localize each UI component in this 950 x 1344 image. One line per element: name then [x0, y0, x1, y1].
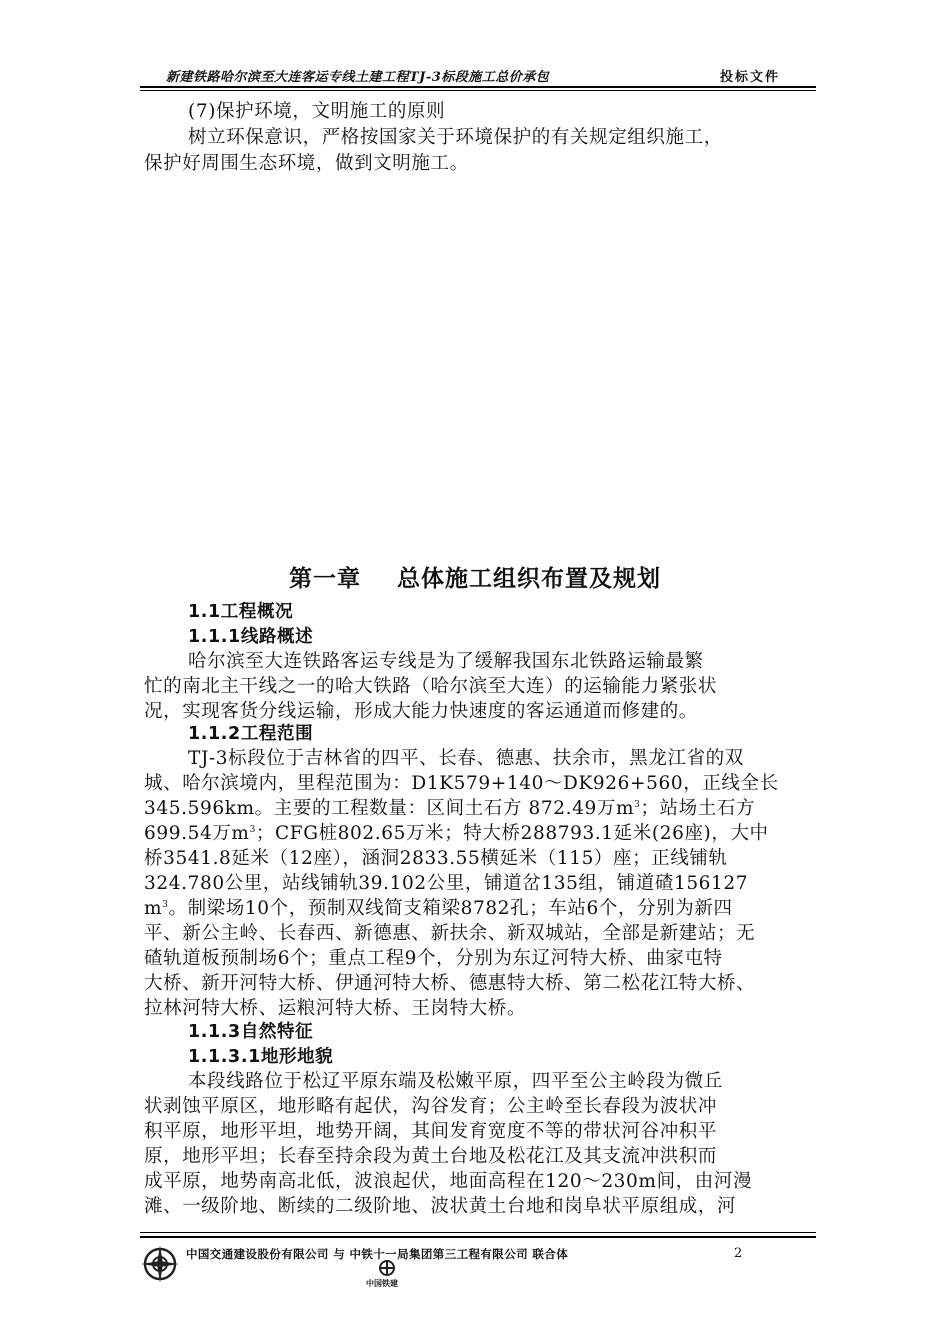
paragraph-line: 积平原，地形平坦，地势开阔，其间发育宽度不等的带状河谷冲积平: [144, 1121, 718, 1142]
paragraph-line: TJ-3标段位于吉林省的四平、长春、德惠、扶余市，黑龙江省的双: [188, 748, 744, 769]
paragraph-line: 本段线路位于松辽平原东端及松嫩平原，四平至公主岭段为微丘: [188, 1071, 723, 1092]
section-heading-1-1: 1.1工程概况: [188, 602, 294, 622]
footer-rule: [140, 1236, 816, 1238]
section-heading-1-1-3-1: 1.1.3.1地形地貌: [188, 1047, 334, 1067]
paragraph-line: 大桥、新开河特大桥、伊通河特大桥、德惠特大桥、第二松花江特大桥、: [144, 973, 756, 994]
superscript: 3: [634, 799, 641, 810]
text-span: m: [144, 898, 163, 919]
paragraph-line: 忙的南北主干线之一的哈大铁路（哈尔滨至大连）的运输能力紧张状: [144, 676, 718, 697]
chapter-title: 第一章 总体施工组织布置及规划: [288, 566, 662, 592]
text-span: 345.596km。主要的工程数量：区间土石方 872.49万m: [144, 798, 635, 819]
paragraph-line: 324.780公里，站线铺轨39.102公里，铺道岔135组，铺道碴156127: [144, 873, 749, 894]
paragraph-line: 况，实现客货分线运输，形成大能力快速度的客运通道而修建的。: [144, 701, 698, 722]
intro-line: 保护好周围生态环境，做到文明施工。: [144, 153, 469, 174]
section-heading-1-1-2: 1.1.2工程范围: [188, 724, 314, 744]
paragraph-line: 平、新公主岭、长春西、新德惠、新扶余、新双城站，全部是新建站；无: [144, 923, 756, 944]
intro-line: 树立环保意识，严格按国家关于环境保护的有关规定组织施工，: [188, 127, 723, 148]
page-footer: [140, 1232, 816, 1302]
section-heading-1-1-1: 1.1.1线路概述: [188, 627, 314, 647]
superscript: 3: [162, 899, 169, 910]
text-span: 。制梁场10个，预制双线简支箱梁8782孔；车站6个，分别为新四: [168, 898, 733, 919]
paragraph-line: [144, 822, 769, 846]
paragraph-line: 状剥蚀平原区，地形略有起伏，沟谷发育；公主岭至长春段为波状冲: [144, 1096, 718, 1117]
header-rule: [140, 86, 816, 88]
text-span: ；CFG桩802.65万米；特大桥288793.1延米(26座)，大中: [255, 823, 769, 844]
section-heading-1-1-3: 1.1.3自然特征: [188, 1022, 314, 1042]
paragraph-line: 成平原，地势南高北低，波浪起伏，地面高程在120～230m间，由河漫: [144, 1171, 753, 1192]
page-number: 2: [734, 1246, 743, 1261]
header-rule-thin: [140, 90, 816, 91]
paragraph-line: 原，地形平坦；长春至持余段为黄土台地及松花江及其支流冲洪积而: [144, 1146, 718, 1167]
crcc-logo: [366, 1260, 406, 1290]
text-span: ；站场土石方: [640, 798, 756, 819]
paragraph-line: 拉林河特大桥、运粮河特大桥、王岗特大桥。: [144, 998, 527, 1019]
paragraph-line: 哈尔滨至大连铁路客运专线是为了缓解我国东北铁路运输最繁: [188, 651, 704, 672]
footer-company-text: 中国交通建设股份有限公司 与 中铁十一局集团第三工程有限公司 联合体: [186, 1247, 569, 1261]
paragraph-line: [144, 897, 733, 921]
superscript: 3: [249, 824, 256, 835]
footer-rule-thin: [140, 1232, 816, 1233]
text-span: 699.54万m: [144, 823, 250, 844]
header-doc-type: 投标文件: [720, 70, 781, 85]
paragraph-line: [144, 797, 755, 821]
paragraph-line: 桥3541.8延米（12座），涵洞2833.55横延米（115）座；正线铺轨: [144, 848, 728, 869]
paragraph-line: 城、哈尔滨境内，里程范围为：D1K579+140～DK926+560，正线全长: [144, 773, 779, 794]
page-header: [140, 60, 816, 90]
paragraph-line: 滩、一级阶地、断续的二级阶地、波状黄土台地和岗阜状平原组成，河: [144, 1196, 737, 1217]
crcc-logo-text: 中国铁建: [366, 1279, 398, 1288]
paragraph-line: 碴轨道板预制场6个；重点工程9个，分别为东辽河特大桥、曲家屯特: [144, 948, 723, 969]
crcc-logo-icon: [376, 1260, 398, 1278]
header-title: 新建铁路哈尔滨至大连客运专线土建工程TJ-3标段施工总价承包: [166, 70, 550, 85]
intro-line: (7)保护环境，文明施工的原则: [188, 101, 446, 122]
ccccc-logo-icon: [140, 1244, 180, 1284]
